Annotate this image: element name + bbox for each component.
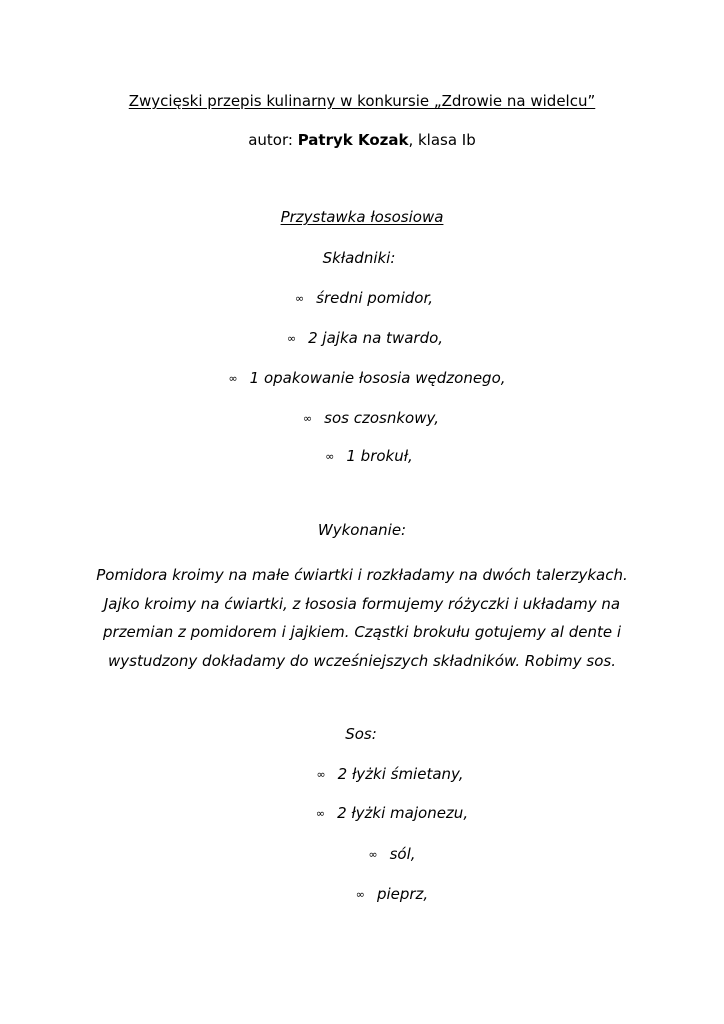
- ingredient-item: [2, 288, 724, 309]
- ingredient-item: [5, 368, 724, 389]
- method-line: przemian z pomidorem i jajkiem. Cząstki brokułu gotujemy al dente i: [103, 623, 621, 641]
- bullet-icon: ∞: [316, 768, 326, 781]
- bullet-icon: ∞: [355, 888, 365, 901]
- method-line: Pomidora kroimy na małe ćwiartki i rozkładamy na dwóch talerzykach.: [96, 566, 628, 584]
- ingredient-text: 1 brokuł,: [346, 447, 413, 465]
- sauce-item: [28, 764, 724, 785]
- ingredient-item: [7, 446, 724, 467]
- sauce-item: [30, 803, 724, 824]
- author-prefix: autor:: [248, 131, 298, 149]
- sauce-item: [30, 844, 724, 865]
- document-title: Zwycięski przepis kulinarny w konkursie „Zdrowie na widelcu”: [128, 92, 596, 110]
- sauce-item-text: pieprz,: [376, 885, 429, 903]
- bullet-icon: ∞: [286, 332, 297, 345]
- sauce-item: [30, 884, 724, 905]
- method-heading: Wykonanie:: [317, 521, 407, 539]
- ingredients-heading: Składniki:: [322, 249, 396, 267]
- bullet-icon: ∞: [368, 848, 378, 861]
- sauce-item-text: 2 łyżki majonezu,: [337, 804, 469, 822]
- ingredient-text: 2 jajka na twardo,: [308, 329, 444, 347]
- bullet-icon: ∞: [303, 412, 313, 425]
- ingredient-text: 1 opakowanie łososia wędzonego,: [249, 369, 506, 387]
- author-class: , klasa Ib: [408, 131, 476, 149]
- ingredient-text: średni pomidor,: [316, 289, 434, 307]
- method-line: wystudzony dokładamy do wcześniejszych składników. Robimy sos.: [107, 651, 616, 670]
- sauce-item-text: 2 łyżki śmietany,: [337, 765, 464, 783]
- author-line: [0, 130, 724, 150]
- method-line: Jajko kroimy na ćwiartki, z łososia formujemy różyczki i układamy na: [103, 594, 621, 613]
- bullet-icon: ∞: [325, 450, 335, 463]
- bullet-icon: ∞: [315, 807, 326, 820]
- recipe-name-line: [0, 207, 724, 227]
- ingredient-text: sos czosnkowy,: [324, 409, 439, 427]
- method-paragraph: [60, 561, 664, 675]
- sauce-item-text: sól,: [389, 845, 416, 863]
- author-name: Patryk Kozak: [297, 131, 409, 149]
- ingredient-item: [3, 328, 724, 349]
- sauce-heading: Sos:: [345, 725, 377, 743]
- recipe-name: Przystawka łososiowa: [280, 208, 444, 226]
- bullet-icon: ∞: [294, 292, 305, 305]
- bullet-icon: ∞: [228, 372, 238, 385]
- ingredient-item: [9, 408, 724, 429]
